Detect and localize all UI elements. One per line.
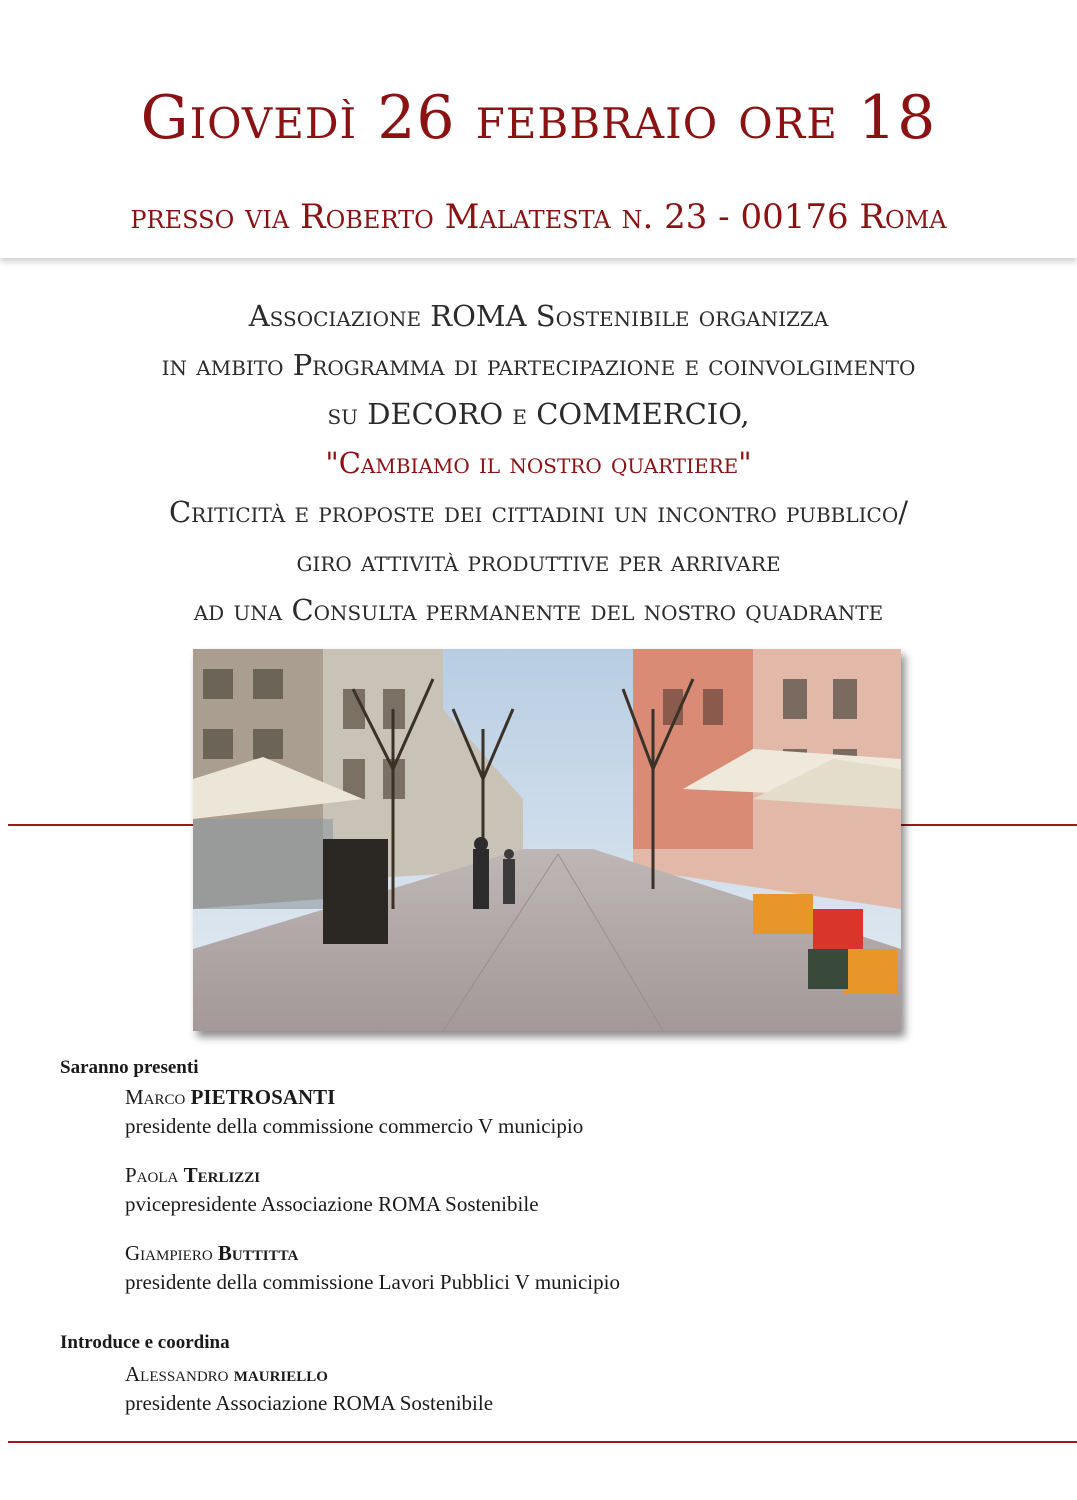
speaker-first-name: Giampiero <box>125 1241 213 1265</box>
coordinator-role: presidente Associazione ROMA Sostenibile <box>125 1391 494 1415</box>
speaker-last-name: Buttitta <box>217 1241 299 1265</box>
speaker-role: pvicepresidente Associazione ROMA Sostenibile <box>125 1192 539 1216</box>
speaker-role: presidente della commissione Lavori Pubblici V municipio <box>125 1270 620 1294</box>
coordinator-entry <box>125 1360 493 1418</box>
street-market-photo <box>193 649 901 1031</box>
intro-text <box>0 292 1077 635</box>
speaker-last-name: Terlizzi <box>183 1163 261 1187</box>
speaker-entry <box>125 1161 539 1219</box>
event-date-title: Giovedì 26 febbraio ore 18 <box>140 83 937 153</box>
speaker-entry <box>125 1239 620 1297</box>
intro-line: Criticità e proposte dei cittadini un incontro pubblico/ <box>168 495 909 529</box>
speaker-first-name: Marco <box>125 1085 186 1109</box>
bottom-divider <box>8 1441 1077 1443</box>
intro-line: giro attività produttive per arrivare <box>296 544 781 578</box>
slogan-line: "Cambiamo il nostro quartiere" <box>325 446 752 480</box>
divider-left <box>8 824 193 826</box>
divider-right <box>901 824 1077 826</box>
intro-line: ad una Consulta permanente del nostro quadrante <box>193 593 884 627</box>
event-address: presso via Roberto Malatesta n. 23 - 00176 Roma <box>130 197 947 237</box>
intro-line: su DECORO e COMMERCIO, <box>327 397 750 431</box>
speaker-entry <box>125 1083 583 1141</box>
coordinator-last-name: mauriello <box>233 1362 328 1386</box>
speakers-label: Saranno presenti <box>60 1057 199 1078</box>
speaker-last-name: PIETROSANTI <box>190 1085 336 1109</box>
coordinator-first-name: Alessandro <box>125 1362 229 1386</box>
intro-line: Associazione ROMA Sostenibile organizza <box>248 299 829 333</box>
speaker-role: presidente della commissione commercio V municipio <box>125 1114 584 1138</box>
intro-line: in ambito Programma di partecipazione e coinvolgimento <box>161 348 916 382</box>
speaker-first-name: Paola <box>125 1163 179 1187</box>
coordinator-label: Introduce e coordina <box>60 1332 230 1353</box>
